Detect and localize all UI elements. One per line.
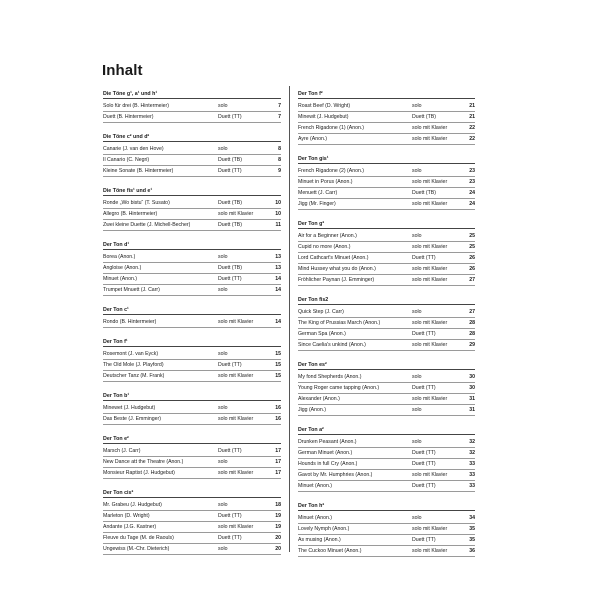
entry-instrumentation: Duett (TB): [218, 222, 242, 228]
entry-page-number: 22: [469, 136, 475, 142]
entry-instrumentation: solo mit Klavier: [218, 524, 254, 530]
toc-section: [298, 155, 475, 210]
entry-title: Minewet (J. Hudgebut): [103, 405, 156, 411]
toc-entry[interactable]: [298, 448, 475, 459]
toc-entry[interactable]: [103, 544, 281, 555]
entry-instrumentation: solo: [218, 103, 228, 109]
toc-entry[interactable]: [298, 394, 475, 405]
entry-page-number: 20: [275, 535, 281, 541]
toc-entry[interactable]: [298, 199, 475, 210]
entry-title: Minuet in Porus (Anon.): [298, 179, 353, 185]
section-heading: Der Ton c¹: [103, 306, 281, 315]
entry-title: Ungewiss (M.-Chr. Dieterich): [103, 546, 170, 552]
toc-entry[interactable]: [103, 274, 281, 285]
entry-page-number: 13: [275, 265, 281, 271]
section-heading: Der Ton cis²: [103, 489, 281, 498]
entry-page-number: 31: [469, 396, 475, 402]
section-heading: Der Ton e²: [103, 435, 281, 444]
entry-title: Minuet (Anon.): [103, 276, 138, 282]
entry-title: Angloise (Anon.): [103, 265, 142, 271]
entry-title: Roast Beef (D. Wright): [298, 103, 351, 109]
entry-title: Minewit (J. Hudgebut): [298, 114, 349, 120]
entry-instrumentation: solo mit Klavier: [412, 179, 448, 185]
entry-title: Alexander (Anon.): [298, 396, 340, 402]
toc-entry[interactable]: [103, 220, 281, 231]
entry-title: Solo für drei (B. Hintermeier): [103, 103, 170, 109]
toc-entry[interactable]: [103, 457, 281, 468]
entry-instrumentation: solo: [218, 502, 228, 508]
toc-entry[interactable]: [103, 468, 281, 479]
entry-page-number: 15: [275, 373, 281, 379]
entry-page-number: 32: [469, 439, 475, 445]
entry-page-number: 18: [275, 502, 281, 508]
toc-entry[interactable]: [298, 123, 475, 134]
entry-instrumentation: solo mit Klavier: [412, 136, 448, 142]
entry-title: Drunken Peasant (Anon.): [298, 439, 357, 445]
entry-instrumentation: Duett (TB): [218, 157, 242, 163]
entry-page-number: 33: [469, 472, 475, 478]
entry-instrumentation: Duett (TT): [218, 448, 242, 454]
entry-instrumentation: solo: [412, 515, 422, 521]
entry-title: German Minuet (Anon.): [298, 450, 353, 456]
entry-title: Young Roger came tapping (Anon.): [298, 385, 380, 391]
entry-instrumentation: solo mit Klavier: [412, 472, 448, 478]
entry-instrumentation: solo mit Klavier: [218, 416, 254, 422]
entry-page-number: 28: [469, 331, 475, 337]
entry-title: Gavot by Mr. Humphries (Anon.): [298, 472, 373, 478]
entry-title: Jigg (Anon.): [298, 407, 326, 413]
entry-page-number: 33: [469, 461, 475, 467]
entry-page-number: 17: [275, 470, 281, 476]
entry-instrumentation: solo: [412, 103, 422, 109]
entry-title: Das Beste (J. Emminger): [103, 416, 161, 422]
toc-entry[interactable]: [103, 144, 281, 155]
toc-entry[interactable]: [103, 414, 281, 425]
entry-instrumentation: Duett (TT): [218, 276, 242, 282]
entry-title: Cupid no more (Anon.): [298, 244, 351, 250]
entry-title: Canarie (J. van den Hove): [103, 146, 164, 152]
entry-title: Marleton (D. Wright): [103, 513, 150, 519]
entry-title: Fröhlicher Paynan (J. Emminger): [298, 277, 375, 283]
entry-page-number: 8: [278, 146, 281, 152]
entry-page-number: 32: [469, 450, 475, 456]
entry-instrumentation: solo mit Klavier: [412, 526, 448, 532]
toc-section: [103, 489, 281, 555]
toc-entry[interactable]: [298, 101, 475, 112]
entry-title: The Old Mole (J. Playford): [103, 362, 164, 368]
entry-instrumentation: Duett (TB): [412, 114, 436, 120]
toc-entry[interactable]: [103, 533, 281, 544]
entry-page-number: 15: [275, 351, 281, 357]
entry-title: Ayre (Anon.): [298, 136, 328, 142]
toc-section: [298, 502, 475, 557]
toc-section: [298, 90, 475, 145]
entry-page-number: 30: [469, 374, 475, 380]
entry-title: Il Canario (C. Negri): [103, 157, 150, 163]
toc-entry[interactable]: [298, 264, 475, 275]
entry-page-number: 36: [469, 548, 475, 554]
entry-instrumentation: solo: [218, 287, 228, 293]
entry-page-number: 34: [469, 515, 475, 521]
entry-title: Deutscher Tanz (M. Frank): [103, 373, 165, 379]
entry-instrumentation: Duett (TT): [218, 168, 242, 174]
entry-title: Trumpet Mnuett (J. Carr): [103, 287, 160, 293]
toc-entry[interactable]: [103, 360, 281, 371]
toc-section: [103, 338, 281, 382]
entry-title: My fond Shepherds (Anon.): [298, 374, 362, 380]
entry-page-number: 14: [275, 287, 281, 293]
toc-entry[interactable]: [103, 522, 281, 533]
entry-page-number: 8: [278, 157, 281, 163]
entry-instrumentation: solo mit Klavier: [218, 373, 254, 379]
toc-section: [298, 361, 475, 416]
entry-instrumentation: solo mit Klavier: [412, 277, 448, 283]
entry-instrumentation: solo: [218, 254, 228, 260]
entry-title: Monsieur Raptist (J. Hudgebut): [103, 470, 175, 476]
section-heading: Der Ton b¹: [103, 392, 281, 401]
section-heading: Der Ton es²: [298, 361, 475, 370]
entry-page-number: 26: [469, 255, 475, 261]
entry-instrumentation: Duett (TB): [218, 265, 242, 271]
entry-page-number: 10: [275, 200, 281, 206]
toc-entry[interactable]: [298, 405, 475, 416]
toc-entry[interactable]: [298, 535, 475, 546]
toc-section: [103, 187, 281, 231]
entry-instrumentation: Duett (TT): [412, 255, 436, 261]
toc-entry[interactable]: [103, 317, 281, 328]
toc-right-column: [298, 90, 475, 567]
entry-instrumentation: Duett (TT): [218, 535, 242, 541]
toc-entry[interactable]: [103, 371, 281, 382]
entry-page-number: 35: [469, 526, 475, 532]
entry-page-number: 9: [278, 168, 281, 174]
entry-instrumentation: solo mit Klavier: [412, 125, 448, 131]
toc-entry[interactable]: [103, 511, 281, 522]
entry-title: Hounds in full Cry (Anon.): [298, 461, 358, 467]
entry-instrumentation: solo: [412, 407, 422, 413]
toc-entry[interactable]: [103, 263, 281, 274]
entry-page-number: 27: [469, 309, 475, 315]
entry-page-number: 28: [469, 320, 475, 326]
entry-title: Zwei kleine Duette (J. Michell-Becher): [103, 222, 191, 228]
entry-instrumentation: Duett (TT): [412, 537, 436, 543]
toc-entry[interactable]: [298, 112, 475, 123]
entry-page-number: 16: [275, 416, 281, 422]
toc-entry[interactable]: [103, 112, 281, 123]
section-heading: Der Ton d¹: [103, 241, 281, 250]
entry-title: Borea (Anon.): [103, 254, 136, 260]
entry-instrumentation: solo mit Klavier: [412, 244, 448, 250]
toc-entry[interactable]: [298, 307, 475, 318]
page-title: Inhalt: [102, 62, 143, 79]
section-heading: Die Töne g¹, a¹ und h¹: [103, 90, 281, 99]
entry-page-number: 15: [275, 362, 281, 368]
entry-instrumentation: solo: [218, 405, 228, 411]
entry-instrumentation: solo: [412, 374, 422, 380]
entry-page-number: 11: [275, 222, 281, 228]
toc-entry[interactable]: [298, 459, 475, 470]
entry-title: Mind Hussey what you do (Anon.): [298, 266, 376, 272]
toc-entry[interactable]: [298, 437, 475, 448]
entry-instrumentation: solo: [412, 309, 422, 315]
entry-instrumentation: solo mit Klavier: [218, 211, 254, 217]
entry-title: Rosemont (J. van Eyck): [103, 351, 159, 357]
toc-section: [103, 435, 281, 479]
toc-entry[interactable]: [298, 275, 475, 286]
section-heading: Die Töne fis¹ und e¹: [103, 187, 281, 196]
entry-page-number: 7: [278, 114, 281, 120]
toc-entry[interactable]: [298, 340, 475, 351]
entry-instrumentation: Duett (TT): [412, 385, 436, 391]
entry-page-number: 24: [469, 190, 475, 196]
toc-entry[interactable]: [298, 177, 475, 188]
toc-entry[interactable]: [298, 481, 475, 492]
entry-instrumentation: solo mit Klavier: [412, 266, 448, 272]
toc-entry[interactable]: [298, 524, 475, 535]
entry-page-number: 26: [469, 266, 475, 272]
entry-instrumentation: solo: [412, 168, 422, 174]
toc-section: [103, 241, 281, 296]
toc-section: [298, 426, 475, 492]
entry-page-number: 27: [469, 277, 475, 283]
section-heading: Der Ton fis2: [298, 296, 475, 305]
entry-page-number: 22: [469, 125, 475, 131]
section-heading: Der Ton g²: [298, 220, 475, 229]
entry-page-number: 33: [469, 483, 475, 489]
entry-instrumentation: solo: [218, 146, 228, 152]
entry-instrumentation: Duett (TT): [218, 513, 242, 519]
entry-instrumentation: Duett (TT): [412, 450, 436, 456]
section-heading: Der Ton f¹: [103, 338, 281, 347]
entry-title: The Cuckoo Minuet (Anon.): [298, 548, 362, 554]
entry-page-number: 29: [469, 342, 475, 348]
entry-title: French Rigadone (2) (Anon.): [298, 168, 365, 174]
entry-page-number: 17: [275, 459, 281, 465]
entry-title: Minuet (Anon.): [298, 483, 333, 489]
entry-title: Kleine Sonate (B. Hintermeier): [103, 168, 174, 174]
entry-title: Since Caelia's unkind (Anon.): [298, 342, 366, 348]
entry-instrumentation: Duett (TB): [412, 190, 436, 196]
entry-title: Allegro (B. Hintermeier): [103, 211, 158, 217]
entry-instrumentation: Duett (TT): [412, 461, 436, 467]
toc-entry[interactable]: [103, 500, 281, 511]
entry-title: Lord Cathcart's Minuet (Anon.): [298, 255, 369, 261]
entry-page-number: 14: [275, 276, 281, 282]
entry-page-number: 14: [275, 319, 281, 325]
toc-entry[interactable]: [298, 383, 475, 394]
toc-entry[interactable]: [298, 470, 475, 481]
entry-page-number: 31: [469, 407, 475, 413]
entry-instrumentation: solo mit Klavier: [412, 320, 448, 326]
entry-instrumentation: solo: [412, 439, 422, 445]
toc-entry[interactable]: [103, 285, 281, 296]
entry-title: Quick Step (J. Carr): [298, 309, 344, 315]
entry-title: Fleuve du Tage (M. de Raouls): [103, 535, 174, 541]
entry-title: Minuet (Anon.): [298, 515, 333, 521]
entry-page-number: 17: [275, 448, 281, 454]
entry-title: French Rigadone (1) (Anon.): [298, 125, 365, 131]
toc-entry[interactable]: [103, 166, 281, 177]
toc-section: [103, 392, 281, 425]
toc-entry[interactable]: [298, 253, 475, 264]
entry-page-number: 21: [469, 114, 475, 120]
toc-section: [298, 220, 475, 286]
entry-title: Air for a Beginner (Anon.): [298, 233, 357, 239]
entry-page-number: 24: [469, 201, 475, 207]
toc-entry[interactable]: [103, 155, 281, 166]
entry-title: Rondo (B. Hintermeier): [103, 319, 157, 325]
entry-page-number: 30: [469, 385, 475, 391]
entry-page-number: 25: [469, 233, 475, 239]
entry-title: Ronde „Wo bistu“ (T. Susato): [103, 200, 170, 206]
entry-page-number: 21: [469, 103, 475, 109]
entry-title: Duett (B. Hintermeier): [103, 114, 154, 120]
entry-title: Mr. Grabeu (J. Hudgebut): [103, 502, 162, 508]
entry-instrumentation: solo mit Klavier: [412, 548, 448, 554]
toc-entry[interactable]: [298, 329, 475, 340]
entry-title: As musing (Anon.): [298, 537, 341, 543]
entry-page-number: 25: [469, 244, 475, 250]
toc-entry[interactable]: [298, 318, 475, 329]
entry-instrumentation: solo: [412, 233, 422, 239]
toc-entry[interactable]: [298, 134, 475, 145]
entry-page-number: 23: [469, 168, 475, 174]
entry-instrumentation: solo: [218, 546, 228, 552]
entry-title: New Dance att the Theatre (Anon.): [103, 459, 184, 465]
toc-entry[interactable]: [103, 349, 281, 360]
entry-page-number: 10: [275, 211, 281, 217]
entry-page-number: 19: [275, 513, 281, 519]
toc-entry[interactable]: [298, 546, 475, 557]
entry-title: Andante (J.G. Kastner): [103, 524, 157, 530]
entry-instrumentation: solo mit Klavier: [412, 201, 448, 207]
toc-entry[interactable]: [103, 209, 281, 220]
section-heading: Die Töne c² und d²: [103, 133, 281, 142]
entry-instrumentation: Duett (TT): [218, 114, 242, 120]
entry-page-number: 19: [275, 524, 281, 530]
entry-instrumentation: solo mit Klavier: [412, 396, 448, 402]
entry-page-number: 20: [275, 546, 281, 552]
toc-entry[interactable]: [103, 403, 281, 414]
entry-page-number: 35: [469, 537, 475, 543]
entry-instrumentation: Duett (TT): [218, 362, 242, 368]
toc-entry[interactable]: [103, 446, 281, 457]
entry-page-number: 16: [275, 405, 281, 411]
entry-page-number: 23: [469, 179, 475, 185]
toc-entry[interactable]: [298, 231, 475, 242]
toc-entry[interactable]: [298, 242, 475, 253]
section-heading: Der Ton f²: [298, 90, 475, 99]
entry-title: The King of Prussias March (Anon.): [298, 320, 381, 326]
toc-entry[interactable]: [298, 372, 475, 383]
toc-entry[interactable]: [103, 198, 281, 209]
entry-title: German Spa (Anon.): [298, 331, 346, 337]
section-heading: Der Ton a²: [298, 426, 475, 435]
entry-instrumentation: solo: [218, 459, 228, 465]
toc-section: [103, 90, 281, 123]
entry-instrumentation: solo mit Klavier: [218, 319, 254, 325]
section-heading: Der Ton h²: [298, 502, 475, 511]
entry-instrumentation: Duett (TT): [412, 331, 436, 337]
entry-instrumentation: solo mit Klavier: [218, 470, 254, 476]
entry-instrumentation: solo mit Klavier: [412, 342, 448, 348]
toc-entry[interactable]: [103, 101, 281, 112]
toc-section: [298, 296, 475, 351]
entry-title: Lovely Nymph (Anon.): [298, 526, 350, 532]
toc-entry[interactable]: [298, 188, 475, 199]
entry-page-number: 7: [278, 103, 281, 109]
entry-title: Marsch (J. Carr): [103, 448, 141, 454]
column-divider: [289, 86, 290, 552]
toc-entry[interactable]: [298, 166, 475, 177]
toc-section: [103, 306, 281, 328]
entry-page-number: 13: [275, 254, 281, 260]
entry-instrumentation: solo: [218, 351, 228, 357]
entry-title: Jigg (Mr. Finger): [298, 201, 336, 207]
entry-title: Menuett (J. Carr): [298, 190, 338, 196]
section-heading: Der Ton gis¹: [298, 155, 475, 164]
toc-entry[interactable]: [298, 513, 475, 524]
entry-instrumentation: Duett (TB): [218, 200, 242, 206]
toc-left-column: [103, 90, 281, 565]
toc-entry[interactable]: [103, 252, 281, 263]
entry-instrumentation: Duett (TT): [412, 483, 436, 489]
toc-section: [103, 133, 281, 177]
